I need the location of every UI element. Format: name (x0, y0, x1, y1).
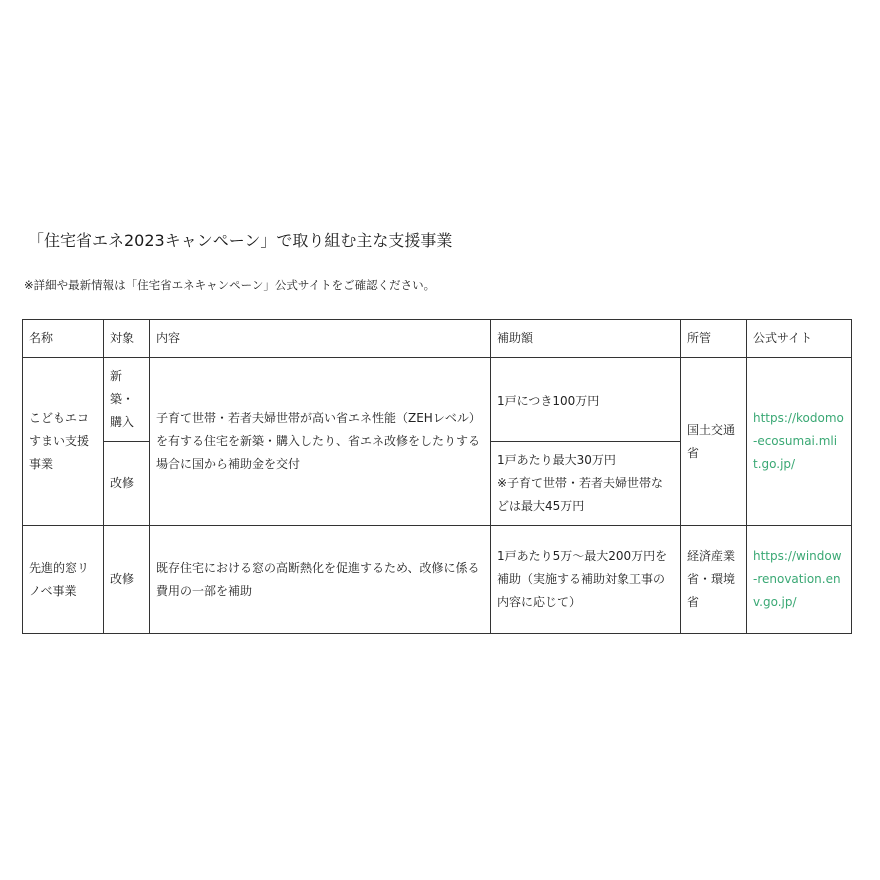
note-text: ※詳細や最新情報は「住宅省エネキャンペーン」公式サイトをご確認ください。 (24, 278, 436, 292)
header-content: 内容 (150, 320, 491, 358)
header-ministry: 所管 (681, 320, 747, 358)
row1-name: こどもエコすまい支援事業 (23, 358, 104, 526)
support-programs-table (22, 319, 852, 634)
page-title: 「住宅省エネ2023キャンペーン」で取り組む主な支援事業 (28, 231, 453, 250)
table-row (23, 358, 852, 442)
row2-amount: 1戸あたり5万～最大200万円を補助（実施する補助対象工事の内容に応じて） (491, 526, 681, 634)
header-amount: 補助額 (491, 320, 681, 358)
table-header-row (23, 320, 852, 358)
header-name: 名称 (23, 320, 104, 358)
row2-content: 既存住宅における窓の高断熱化を促進するため、改修に係る費用の一部を補助 (150, 526, 491, 634)
row2-name: 先進的窓リノベ事業 (23, 526, 104, 634)
row1-target-new: 新築・購入 (104, 358, 150, 442)
header-official-site: 公式サイト (747, 320, 852, 358)
header-target: 対象 (104, 320, 150, 358)
row1-official-site-link[interactable]: https://kodomo-ecosumai.mlit.go.jp/ (747, 358, 852, 526)
row1-amount-renovation: 1戸あたり最大30万円 ※子育て世帯・若者夫婦世帯などは最大45万円 (491, 442, 681, 526)
table-row (23, 526, 852, 634)
row1-target-renovation: 改修 (104, 442, 150, 526)
row1-content: 子育て世帯・若者夫婦世帯が高い省エネ性能（ZEHレベル）を有する住宅を新築・購入したり、省エネ改修をしたりする場合に国から補助金を交付 (150, 358, 491, 526)
row2-target: 改修 (104, 526, 150, 634)
row2-ministry: 経済産業省・環境省 (681, 526, 747, 634)
row2-official-site-link[interactable]: https://window-renovation.env.go.jp/ (747, 526, 852, 634)
row1-ministry: 国土交通省 (681, 358, 747, 526)
row1-amount-new: 1戸につき100万円 (491, 358, 681, 442)
